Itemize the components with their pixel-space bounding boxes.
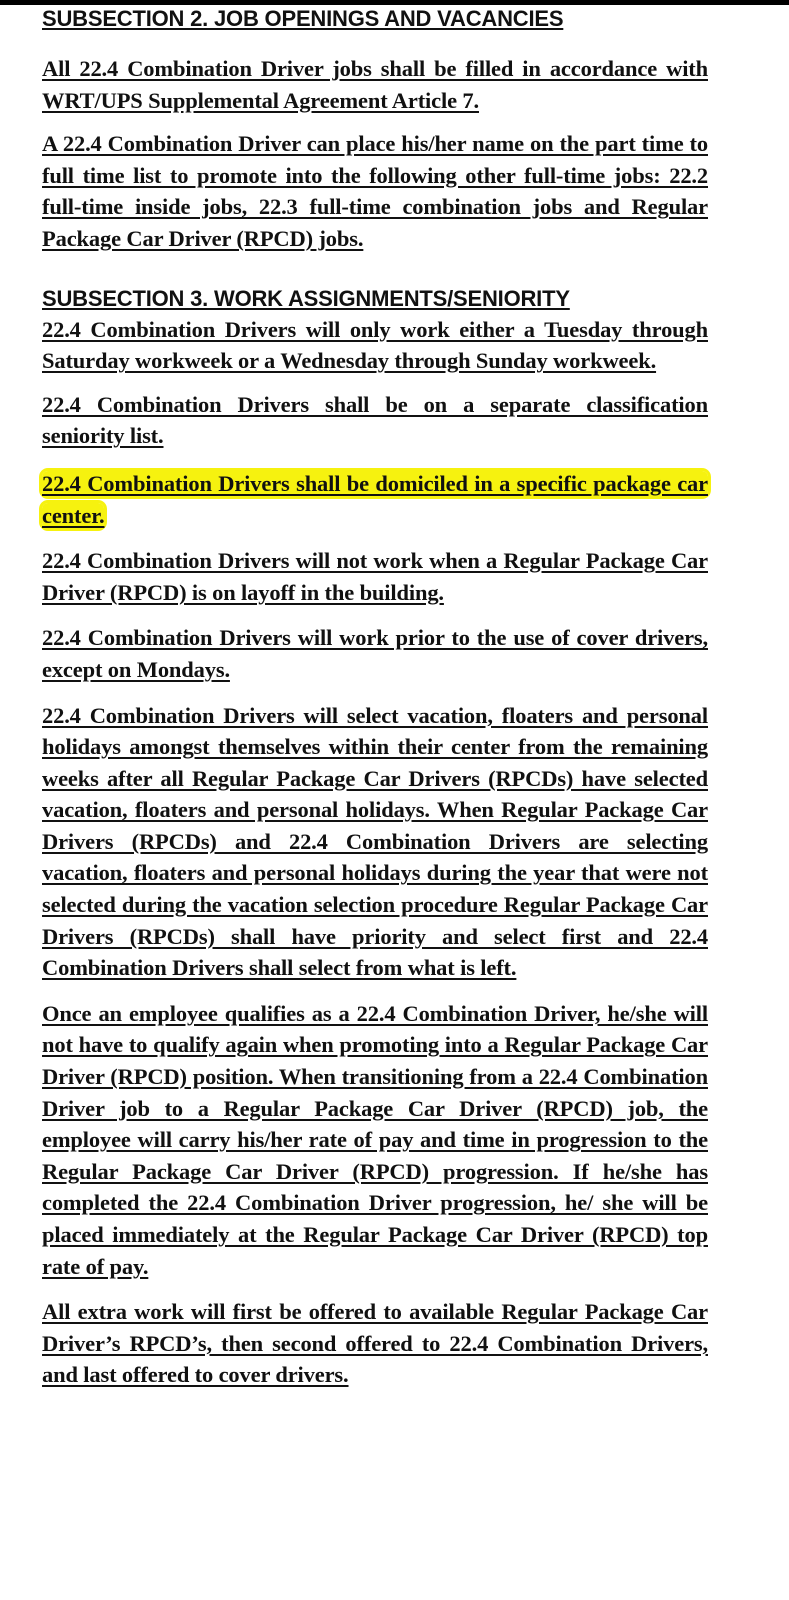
subsection-3-heading: SUBSECTION 3. WORK ASSIGNMENTS/SENIORITY — [42, 285, 570, 311]
paragraph-workweek: 22.4 Combination Drivers will only work either a Tuesday through Saturday workweek or a Wednesday through Sunday workweek. — [42, 316, 708, 374]
top-border-line — [0, 0, 789, 5]
paragraph-part-time-list: A 22.4 Combination Driver can place his/her name on the part time to full time list to promote into the following other full-time jobs: 22.2 full-time inside jobs, 22.3 full-time combination jobs and Regular Package Car Driver (RPCD) jobs. — [42, 131, 708, 251]
paragraph-extra-work: All extra work will first be offered to available Regular Package Car Driver’s RPCD’s, then second offered to 22.4 Combination Drivers, and last offered to cover drivers. — [42, 1299, 708, 1388]
paragraph-domiciled-highlighted — [42, 468, 708, 531]
paragraph-job-filling: All 22.4 Combination Driver jobs shall be filled in accordance with WRT/UPS Supplemental Agreement Article 7. — [42, 56, 708, 113]
document-page — [42, 6, 708, 1391]
paragraph-vacation-selection: 22.4 Combination Drivers will select vacation, floaters and personal holidays amongst themselves within their center from the remaining weeks after all Regular Package Car Drivers (RPCDs) have selected vacation, floaters and personal holidays. When Regular Package Car Drivers (RPCDs) and 22.4 Combination Drivers are selecting vacation, floaters and personal holidays during the year that were not selected during the vacation selection procedure Regular Package Car Drivers (RPCDs) shall have priority and select first and 22.4 Combination Drivers shall select from what is left. — [42, 702, 708, 981]
paragraph-layoff: 22.4 Combination Drivers will not work when a Regular Package Car Driver (RPCD) is on layoff in the building. — [42, 548, 708, 605]
paragraph-cover-drivers: 22.4 Combination Drivers will work prior to the use of cover drivers, except on Mondays. — [42, 625, 708, 682]
subsection-2-heading: SUBSECTION 2. JOB OPENINGS AND VACANCIES — [42, 6, 564, 31]
paragraph-qualification: Once an employee qualifies as a 22.4 Combination Driver, he/she will not have to qualify again when promoting into a Regular Package Car Driver (RPCD) position. When transitioning from a 22.4 Combination Driver job to a Regular Package Car Driver (RPCD) job, the employee will carry his/her rate of pay and time in progression to the Regular Package Car Driver (RPCD) progression. If he/she has completed the 22.4 Combination Driver progression, he/ she will be placed immediately at the Regular Package Car Driver (RPCD) top rate of pay. — [42, 1000, 708, 1279]
highlighted-text: 22.4 Combination Drivers shall be domiciled in a specific package car center. — [42, 470, 708, 528]
paragraph-seniority-list: 22.4 Combination Drivers shall be on a separate classification seniority list. — [42, 391, 708, 449]
